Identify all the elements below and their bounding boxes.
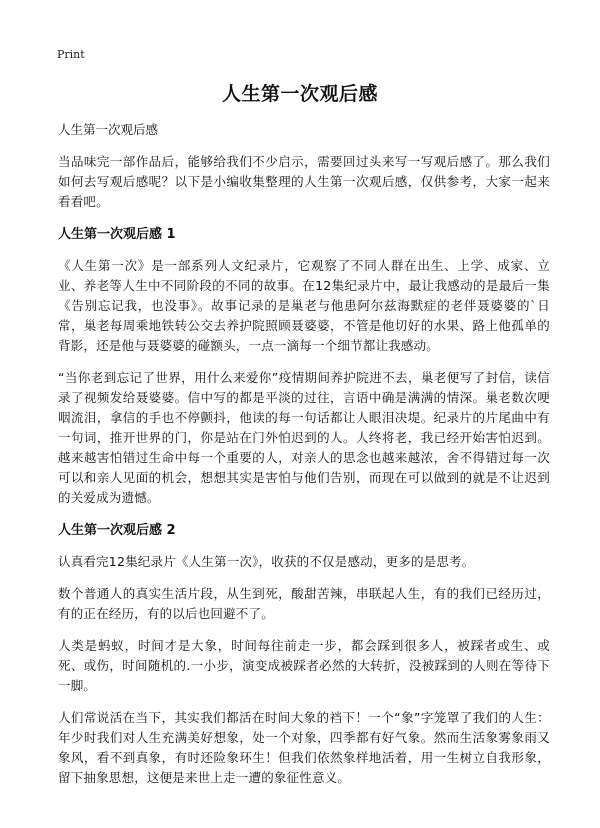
article-body	[58, 120, 550, 800]
section-paragraph: “当你老到忘记了世界，用什么来爱你”疫情期间养护院进不去，巢老便写了封信，读信录了视频发给聂婆婆。信中写的都是平淡的过往，言语中确是满满的情深。巢老数次哽咽流泪，拿信的手也不停颤抖，他读的每一句话都让人眼泪决堤。纪录片的片尾曲中有一句词，推开世界的门，你是站在门外怕迟到的人。人终将老，我已经开始害怕迟到。越来越害怕错过生命中每一个重要的人，对亲人的思念也越来越浓，舍不得错过每一次可以和亲人见面的机会，想想其实是害怕与他们告别，而现在可以做到的就是不让迟到的关爱成为遗憾。	[58, 370, 550, 505]
page-title: 人生第一次观后感	[221, 83, 378, 105]
section-paragraph: 人们常说活在当下，其实我们都活在时间大象的裆下！一个“象”字笼罩了我们的人生：年少时我们对人生充满美好想象，处一个对象，四季都有好气象。然而生活象雾象雨又象风，看不到真象，有时还险象环生！但我们依然象样地活着，用一生树立自我形象，留下抽象思想，这便是来世上走一遭的象征性意义。	[58, 710, 550, 785]
section-heading: 人生第一次观后感 1	[58, 227, 176, 242]
print-link[interactable]: Print	[57, 48, 85, 61]
article-subtitle: 人生第一次观后感	[58, 122, 159, 137]
section-paragraph: 数个普通人的真实生活片段，从生到死，酸甜苦辣，串联起人生，有的我们已经历过，有的正在经历，有的以后也回避不了。	[58, 586, 550, 621]
intro-paragraph: 当品味完一部作品后，能够给我们不少启示，需要回过头来写一写观后感了。那么我们如何去写观后感呢？以下是小编收集整理的人生第一次观后感，仅供参考，大家一起来看看吧。	[58, 154, 550, 209]
section-paragraph: 《人生第一次》是一部系列人文纪录片，它观察了不同人群在出生、上学、成家、立业、养老等人生中不同阶段的不同的故事。在12集纪录片中，最让我感动的是最后一集《告别忘记我，也没事》。故事记录的是巢老与他患阿尔兹海默症的老伴聂婆婆的`日常，巢老每周乘地铁转公交去养护院照顾聂婆婆，不管是他切好的水果、路上他孤单的背影，还是他与聂婆婆的碰额头，一点一滴每一个细节都让我感动。	[58, 258, 550, 353]
section-paragraph: 认真看完12集纪录片《人生第一次》，收获的不仅是感动，更多的是思考。	[58, 554, 475, 569]
section-paragraph: 人类是蚂蚁，时间才是大象，时间每往前走一步，都会踩到很多人，被踩者或生、或死、或伤，时间随机的.一小步，演变成被踩者必然的大转折，没被踩到的人则在等待下一脚。	[58, 638, 550, 693]
section-heading: 人生第一次观后感 2	[58, 523, 176, 538]
